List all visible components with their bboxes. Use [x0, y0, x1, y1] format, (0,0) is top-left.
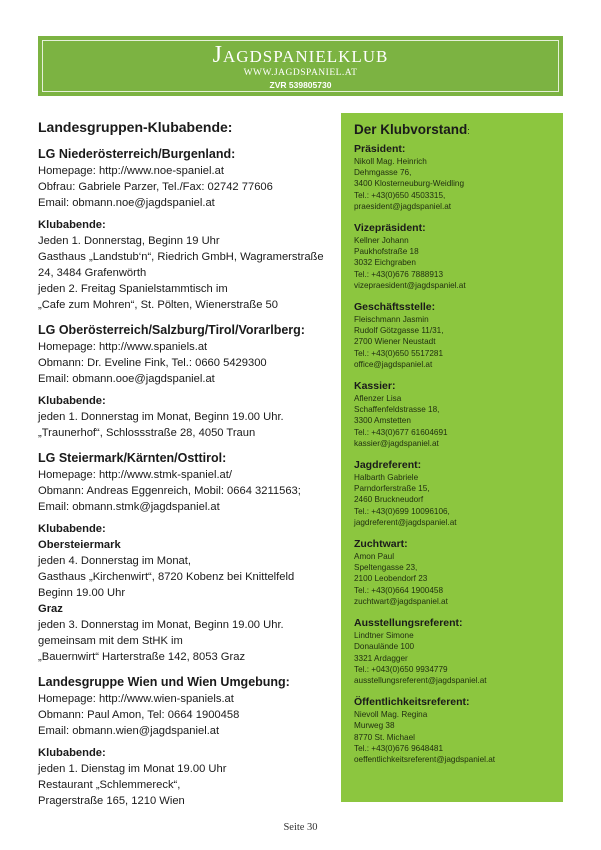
meeting-line: gemeinsam mit dem StHK im [38, 635, 183, 647]
board-role [354, 537, 553, 607]
group-noe [38, 146, 328, 313]
role-email: office@jagdspaniel.at [354, 359, 433, 369]
board-role [354, 379, 553, 449]
group-email: Email: obmann.stmk@jagdspaniel.at [38, 501, 220, 513]
role-detail: Tel.: +43(0)650 5517281 [354, 348, 443, 358]
group-title: Landesgruppe Wien und Wien Umgebung: [38, 675, 290, 689]
board-role [354, 695, 553, 765]
club-title: Jagdspanielklub [212, 42, 389, 68]
role-detail: Tel.: +43(0)650 4503315, [354, 190, 446, 200]
role-detail: 3400 Klosterneuburg-Weidling [354, 179, 464, 189]
meeting-line: Jeden 1. Donnerstag, Beginn 19 Uhr [38, 235, 220, 247]
meetings-title: Klubabende: [38, 747, 106, 759]
meeting-line: „Cafe zum Mohren“, St. Pölten, Wienerstraße 50 [38, 299, 279, 311]
group-chair: Obmann: Andreas Eggenreich, Mobil: 0664 3211563; [38, 485, 301, 497]
role-title: Präsident: [354, 143, 406, 155]
meetings-title: Klubabende: [38, 219, 106, 231]
role-detail: Halbarth Gabriele [354, 473, 419, 483]
group-ooe [38, 322, 328, 441]
role-email: kassier@jagdspaniel.at [354, 438, 439, 448]
role-detail: Speltengasse 23, [354, 563, 418, 573]
role-detail: 3321 Ardagger [354, 653, 408, 663]
meeting-line: jeden 1. Donnerstag im Monat, Beginn 19.00 Uhr. [38, 411, 284, 423]
meeting-line: jeden 1. Dienstag im Monat 19.00 Uhr [38, 763, 227, 775]
board-sidebar [341, 113, 563, 802]
group-chair: Obfrau: Gabriele Parzer, Tel./Fax: 02742 77606 [38, 181, 273, 193]
role-detail: Tel.: +43(0)699 10096106, [354, 506, 450, 516]
role-title: Zuchtwart: [354, 538, 408, 551]
meeting-line: Gasthaus „Kirchenwirt“, 8720 Kobenz bei Knittelfeld [38, 571, 295, 583]
role-email: praesident@jagdspaniel.at [354, 201, 452, 211]
meeting-line: „Bauernwirt“ Harterstraße 142, 8053 Graz [38, 651, 246, 663]
role-detail: Fleischmann Jasmin [354, 315, 429, 325]
meeting-line: Pragerstraße 165, 1210 Wien [38, 795, 185, 807]
meetings-title: Klubabende: [38, 395, 106, 407]
group-title: LG Steiermark/Kärnten/Osttirol: [38, 451, 227, 465]
role-detail: 8770 St. Michael [354, 732, 415, 742]
meeting-line: Restaurant „Schlemmereck“, [38, 779, 181, 791]
role-email: ausstellungsreferent@jagdspaniel.at [354, 675, 487, 685]
role-detail: Paukhofstraße 18 [354, 247, 419, 257]
role-title: Geschäftsstelle: [354, 301, 436, 314]
role-detail: Parndorferstraße 15, [354, 484, 430, 494]
role-detail: 2460 Bruckneudorf [354, 495, 424, 505]
role-detail: Schaffenfeldstrasse 18, [354, 405, 440, 415]
role-detail: Nikoll Mag. Heinrich [354, 157, 427, 166]
page-number: Seite 30 [283, 822, 318, 833]
role-detail: Murweg 38 [354, 721, 395, 731]
role-detail: Tel.: +43(0)677 61604691 [354, 427, 448, 437]
group-homepage: Homepage: http://www.stmk-spaniel.at/ [38, 469, 232, 481]
role-detail: Dehmgasse 76, [354, 168, 412, 178]
board-role [354, 221, 553, 291]
role-detail: Tel.: +43(0)676 9648481 [354, 743, 443, 753]
board-title [354, 121, 553, 140]
role-email: jagdreferent@jagdspaniel.at [354, 517, 457, 527]
role-email: oeffentlichkeitsreferent@jagdspaniel.at [354, 754, 496, 764]
group-homepage: Homepage: http://www.noe-spaniel.at [38, 165, 224, 177]
role-title: Jagdreferent: [354, 459, 422, 472]
meeting-line: „Traunerhof“, Schlossstraße 28, 4050 Traun [38, 427, 256, 439]
role-title: Öffentlichkeitsreferent: [354, 696, 470, 709]
board-role [354, 300, 553, 370]
group-homepage: Homepage: http://www.wien-spaniels.at [38, 693, 234, 705]
role-detail: 2700 Wiener Neustadt [354, 337, 436, 347]
meeting-line: jeden 4. Donnerstag im Monat, [38, 555, 191, 567]
meeting-line: Beginn 19.00 Uhr [38, 587, 126, 599]
meetings-title: Klubabende: [38, 523, 106, 535]
role-email: vizepraesident@jagdspaniel.at [354, 280, 466, 290]
meeting-line: jeden 2. Freitag Spanielstammtisch im [38, 283, 228, 295]
board-role [354, 458, 553, 528]
role-detail: Aflenzer Lisa [354, 394, 402, 404]
regional-groups-section [38, 118, 328, 818]
group-homepage: Homepage: http://www.spaniels.at [38, 341, 208, 353]
header-banner [38, 36, 563, 96]
role-detail: 2100 Leobendorf 23 [354, 574, 428, 584]
group-wien [38, 674, 328, 809]
role-detail: Tel.: +43(0)664 1900458 [354, 585, 443, 595]
group-title: LG Oberösterreich/Salzburg/Tirol/Vorarlberg: [38, 323, 305, 337]
club-url: WWW.JAGDSPANIEL.AT [243, 68, 358, 78]
board-roles [354, 142, 553, 765]
group-stmk [38, 450, 328, 665]
role-detail: Tel.: +043(0)650 9934779 [354, 664, 448, 674]
board-role [354, 616, 553, 686]
board-title-text: Der Klubvorstand [354, 122, 468, 137]
role-detail: Nievoll Mag. Regina [354, 710, 428, 720]
section-title: Landesgruppen-Klubabende: [38, 119, 233, 135]
role-detail: Kellner Johann [354, 236, 409, 246]
role-detail: Rudolf Götzgasse 11/31, [354, 326, 444, 336]
role-detail: Tel.: +43(0)676 7888913 [354, 269, 443, 279]
group-chair: Obmann: Paul Amon, Tel: 0664 1900458 [38, 709, 240, 721]
region-title: Graz [38, 603, 63, 615]
role-detail: 3300 Amstetten [354, 416, 411, 426]
group-email: Email: obmann.wien@jagdspaniel.at [38, 725, 220, 737]
role-title: Vizepräsident: [354, 222, 426, 235]
role-title: Ausstellungsreferent: [354, 617, 463, 630]
meeting-line: jeden 3. Donnerstag im Monat, Beginn 19.00 Uhr. [38, 619, 284, 631]
club-registration: ZVR 539805730 [269, 80, 332, 90]
group-chair: Obmann: Dr. Eveline Fink, Tel.: 0660 5429300 [38, 357, 267, 369]
region-title: Obersteiermark [38, 539, 121, 551]
role-detail: Lindtner Simone [354, 631, 414, 641]
role-detail: Amon Paul [354, 552, 395, 562]
group-title: LG Niederösterreich/Burgenland: [38, 147, 236, 161]
role-email: zuchtwart@jagdspaniel.at [354, 596, 448, 606]
meeting-line: Gasthaus „Landstub‘n“, Riedrich GmbH, Wagramerstraße [38, 251, 324, 263]
board-title-colon: : [467, 126, 470, 136]
role-detail: 3032 Eichgraben [354, 258, 416, 268]
group-email: Email: obmann.ooe@jagdspaniel.at [38, 373, 215, 385]
role-detail: Donaulände 100 [354, 642, 415, 652]
meeting-line: 24, 3484 Grafenwörth [38, 267, 147, 279]
board-role [354, 142, 553, 212]
group-email: Email: obmann.noe@jagdspaniel.at [38, 197, 215, 209]
role-title: Kassier: [354, 380, 396, 393]
